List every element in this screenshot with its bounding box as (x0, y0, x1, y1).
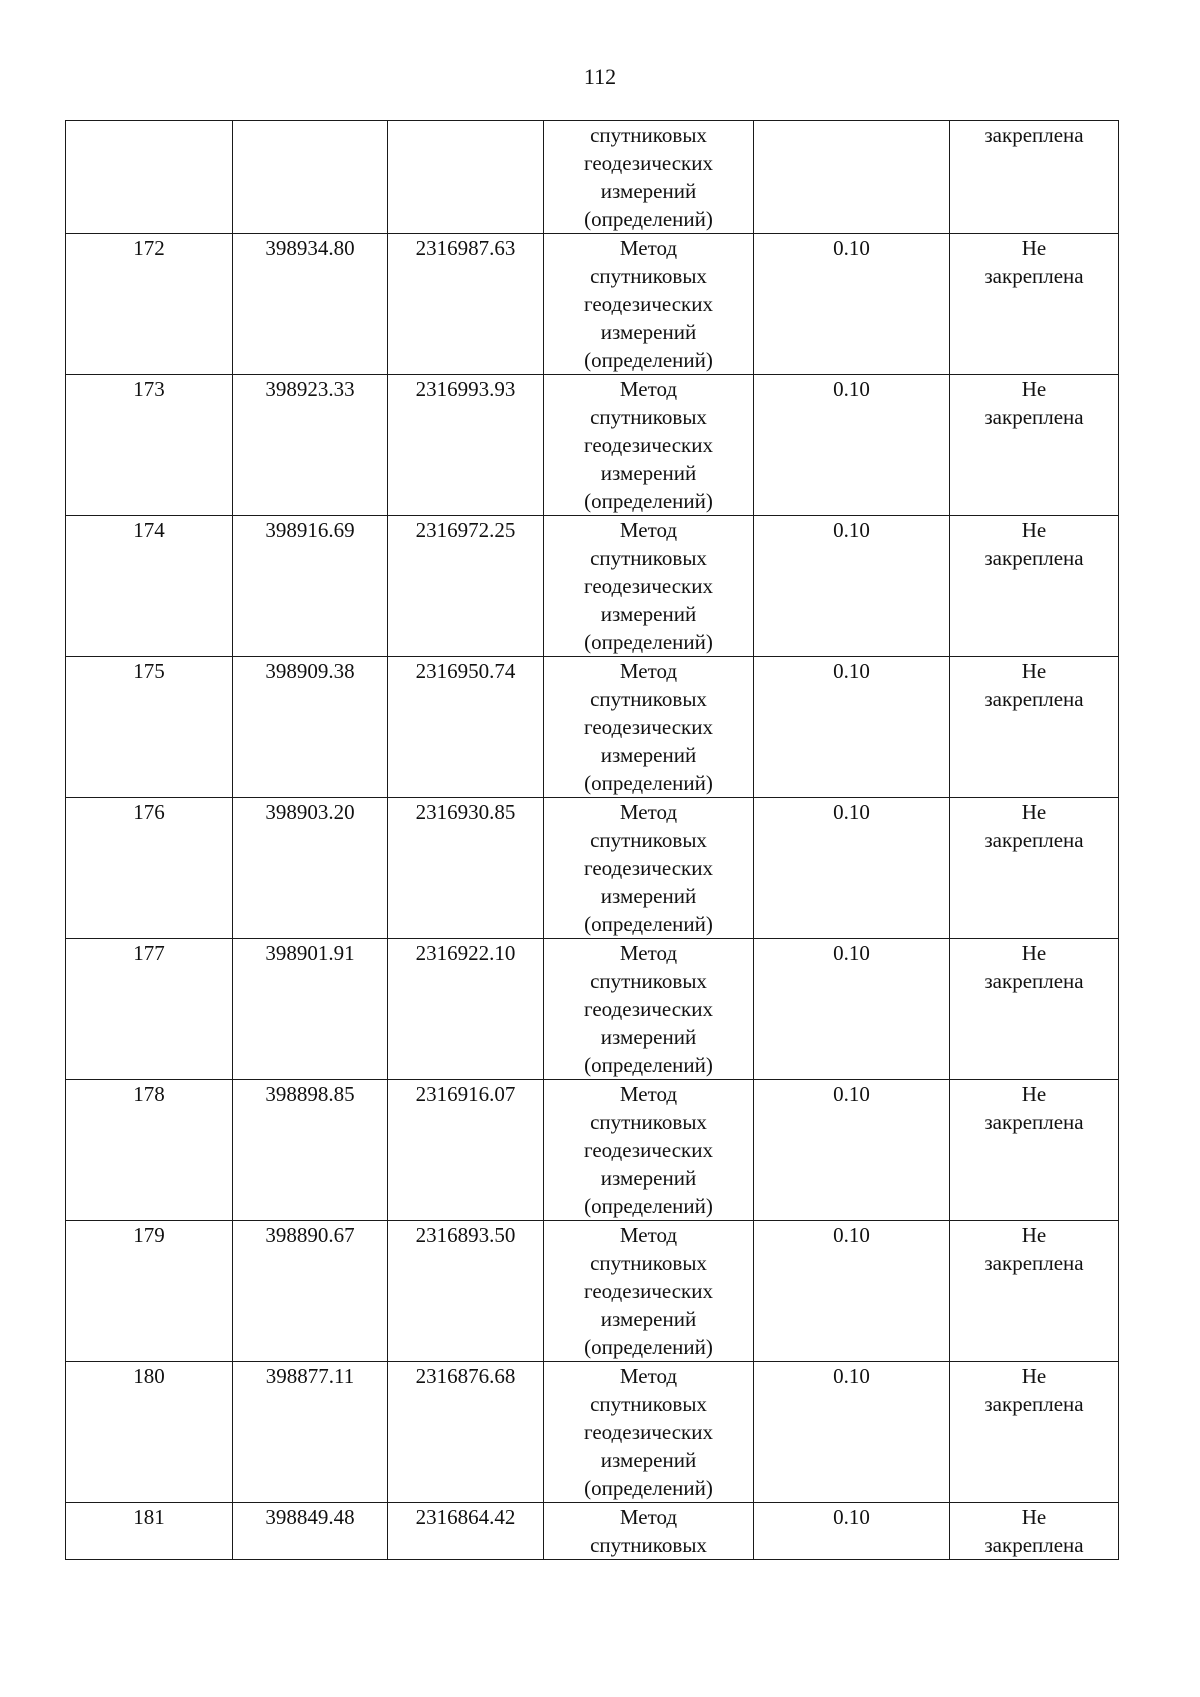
method-cell-line: Метод (619, 1223, 678, 1247)
x-coordinate-cell: 398890.67 (233, 1221, 388, 1362)
coordinates-table (65, 120, 1119, 1560)
method-cell-line: геодезических (583, 292, 713, 316)
method-cell (544, 516, 754, 657)
point-number-cell: 181 (66, 1503, 233, 1560)
method-cell-line: измерений (600, 1025, 697, 1049)
fixation-cell (950, 516, 1119, 657)
method-cell-line: спутниковых (590, 405, 707, 429)
x-coordinate-cell: 398901.91 (233, 939, 388, 1080)
method-cell (544, 1221, 754, 1362)
method-cell-line: спутниковых (590, 1110, 707, 1134)
method-cell-line: (определений) (584, 630, 713, 654)
method-cell-line: измерений (600, 179, 697, 203)
method-cell-line: геодезических (583, 151, 713, 175)
fixation-cell-line: Не (1021, 518, 1047, 542)
page-number: 112 (583, 64, 617, 89)
y-coordinate-cell: 2316922.10 (388, 939, 544, 1080)
method-cell (544, 657, 754, 798)
table-row (66, 234, 1119, 375)
y-coordinate-cell: 2316893.50 (388, 1221, 544, 1362)
precision-cell: 0.10 (754, 1503, 950, 1560)
precision-cell (754, 121, 950, 234)
fixation-cell (950, 375, 1119, 516)
fixation-cell (950, 798, 1119, 939)
coordinates-table-body (66, 121, 1119, 1560)
fixation-cell-line: Не (1021, 800, 1047, 824)
method-cell (544, 121, 754, 234)
method-cell-line: Метод (619, 1364, 678, 1388)
fixation-cell (950, 657, 1119, 798)
precision-cell: 0.10 (754, 1221, 950, 1362)
method-cell (544, 798, 754, 939)
method-cell-line: измерений (600, 1448, 697, 1472)
x-coordinate-cell: 398849.48 (233, 1503, 388, 1560)
y-coordinate-cell: 2316930.85 (388, 798, 544, 939)
method-cell-line: Метод (619, 377, 678, 401)
x-coordinate-cell: 398916.69 (233, 516, 388, 657)
table-row (66, 1362, 1119, 1503)
method-cell (544, 375, 754, 516)
fixation-cell (950, 1362, 1119, 1503)
method-cell-line: измерений (600, 602, 697, 626)
y-coordinate-cell: 2316993.93 (388, 375, 544, 516)
method-cell-line: (определений) (584, 207, 713, 231)
precision-cell: 0.10 (754, 657, 950, 798)
point-number-cell: 176 (66, 798, 233, 939)
point-number-cell: 172 (66, 234, 233, 375)
fixation-cell-line: закреплена (984, 1533, 1084, 1557)
table-row (66, 516, 1119, 657)
y-coordinate-cell: 2316972.25 (388, 516, 544, 657)
fixation-cell-line: закреплена (984, 687, 1084, 711)
fixation-cell-line: закреплена (984, 264, 1084, 288)
method-cell-line: спутниковых (590, 123, 707, 147)
method-cell-line: геодезических (583, 715, 713, 739)
y-coordinate-cell: 2316987.63 (388, 234, 544, 375)
precision-cell: 0.10 (754, 375, 950, 516)
method-cell-line: спутниковых (590, 546, 707, 570)
x-coordinate-cell (233, 121, 388, 234)
y-coordinate-cell (388, 121, 544, 234)
point-number-cell: 177 (66, 939, 233, 1080)
method-cell-line: измерений (600, 884, 697, 908)
method-cell-line: (определений) (584, 1053, 713, 1077)
method-cell-line: Метод (619, 1082, 678, 1106)
x-coordinate-cell: 398877.11 (233, 1362, 388, 1503)
fixation-cell (950, 234, 1119, 375)
method-cell-line: геодезических (583, 433, 713, 457)
method-cell-line: спутниковых (590, 1251, 707, 1275)
table-row (66, 657, 1119, 798)
method-cell-line: спутниковых (590, 969, 707, 993)
point-number-cell: 173 (66, 375, 233, 516)
method-cell-line: геодезических (583, 997, 713, 1021)
table-row (66, 1503, 1119, 1560)
method-cell-line: Метод (619, 518, 678, 542)
method-cell (544, 1362, 754, 1503)
point-number-cell: 178 (66, 1080, 233, 1221)
fixation-cell-line: Не (1021, 659, 1047, 683)
precision-cell: 0.10 (754, 798, 950, 939)
method-cell-line: (определений) (584, 1476, 713, 1500)
method-cell-line: (определений) (584, 1335, 713, 1359)
method-cell-line: спутниковых (590, 1533, 707, 1557)
method-cell-line: Метод (619, 1505, 678, 1529)
fixation-cell-line: закреплена (984, 1110, 1084, 1134)
method-cell-line: Метод (619, 800, 678, 824)
method-cell-line: измерений (600, 461, 697, 485)
method-cell-line: спутниковых (590, 687, 707, 711)
table-row (66, 939, 1119, 1080)
point-number-cell (66, 121, 233, 234)
method-cell (544, 939, 754, 1080)
fixation-cell-line: закреплена (984, 123, 1084, 147)
point-number-cell: 174 (66, 516, 233, 657)
table-row (66, 1221, 1119, 1362)
fixation-cell-line: закреплена (984, 1392, 1084, 1416)
precision-cell: 0.10 (754, 939, 950, 1080)
precision-cell: 0.10 (754, 1362, 950, 1503)
y-coordinate-cell: 2316864.42 (388, 1503, 544, 1560)
x-coordinate-cell: 398898.85 (233, 1080, 388, 1221)
coordinates-table-container (65, 120, 1119, 1560)
point-number-cell: 179 (66, 1221, 233, 1362)
method-cell-line: спутниковых (590, 1392, 707, 1416)
fixation-cell-line: Не (1021, 941, 1047, 965)
method-cell-line: Метод (619, 941, 678, 965)
fixation-cell (950, 1221, 1119, 1362)
method-cell-line: Метод (619, 659, 678, 683)
table-row (66, 1080, 1119, 1221)
method-cell-line: геодезических (583, 1279, 713, 1303)
method-cell-line: геодезических (583, 1138, 713, 1162)
fixation-cell (950, 1080, 1119, 1221)
method-cell-line: спутниковых (590, 264, 707, 288)
method-cell-line: (определений) (584, 912, 713, 936)
method-cell-line: (определений) (584, 1194, 713, 1218)
method-cell (544, 1503, 754, 1560)
fixation-cell (950, 1503, 1119, 1560)
precision-cell: 0.10 (754, 234, 950, 375)
fixation-cell-line: Не (1021, 1223, 1047, 1247)
fixation-cell-line: закреплена (984, 546, 1084, 570)
method-cell-line: геодезических (583, 574, 713, 598)
fixation-cell-line: закреплена (984, 405, 1084, 429)
fixation-cell-line: закреплена (984, 1251, 1084, 1275)
method-cell-line: (определений) (584, 489, 713, 513)
x-coordinate-cell: 398923.33 (233, 375, 388, 516)
method-cell-line: геодезических (583, 1420, 713, 1444)
fixation-cell (950, 121, 1119, 234)
method-cell-line: измерений (600, 1166, 697, 1190)
method-cell-line: (определений) (584, 348, 713, 372)
method-cell (544, 1080, 754, 1221)
y-coordinate-cell: 2316916.07 (388, 1080, 544, 1221)
method-cell-line: измерений (600, 1307, 697, 1331)
fixation-cell (950, 939, 1119, 1080)
x-coordinate-cell: 398903.20 (233, 798, 388, 939)
method-cell-line: геодезических (583, 856, 713, 880)
y-coordinate-cell: 2316876.68 (388, 1362, 544, 1503)
point-number-cell: 180 (66, 1362, 233, 1503)
fixation-cell-line: закреплена (984, 828, 1084, 852)
fixation-cell-line: закреплена (984, 969, 1084, 993)
fixation-cell-line: Не (1021, 377, 1047, 401)
method-cell-line: спутниковых (590, 828, 707, 852)
fixation-cell-line: Не (1021, 1505, 1047, 1529)
method-cell-line: (определений) (584, 771, 713, 795)
fixation-cell-line: Не (1021, 1082, 1047, 1106)
method-cell-line: Метод (619, 236, 678, 260)
table-row-continuation (66, 121, 1119, 234)
y-coordinate-cell: 2316950.74 (388, 657, 544, 798)
method-cell (544, 234, 754, 375)
method-cell-line: измерений (600, 320, 697, 344)
precision-cell: 0.10 (754, 1080, 950, 1221)
x-coordinate-cell: 398909.38 (233, 657, 388, 798)
point-number-cell: 175 (66, 657, 233, 798)
method-cell-line: измерений (600, 743, 697, 767)
table-row (66, 798, 1119, 939)
precision-cell: 0.10 (754, 516, 950, 657)
table-row (66, 375, 1119, 516)
x-coordinate-cell: 398934.80 (233, 234, 388, 375)
fixation-cell-line: Не (1021, 1364, 1047, 1388)
fixation-cell-line: Не (1021, 236, 1047, 260)
